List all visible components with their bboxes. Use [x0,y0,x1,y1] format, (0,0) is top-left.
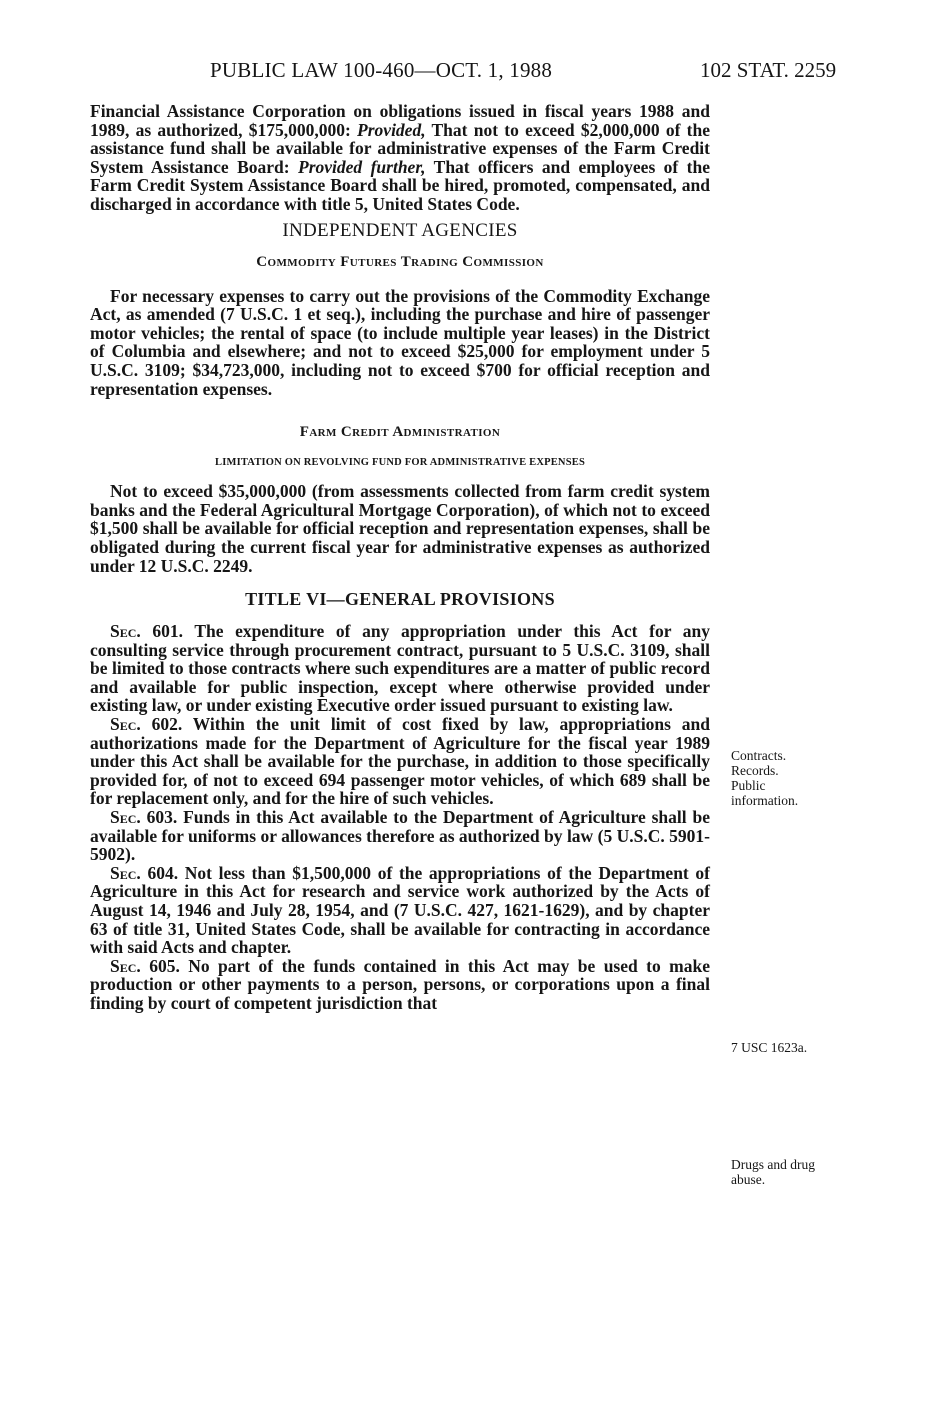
intro-paragraph: Financial Assistance Corporation on obligations issued in fiscal years 1988 and 1989, as authorized, $175,000,000: Provided, That not to exceed $2,000,000 of the assistance fund shall be available for administrative expenses of the Farm Credit System Assistance Board: Provided further, That officers and employees of the Farm Credit System Assistance Board shall be hired, promoted, compensated, and discharged in accordance with title 5, United States Code. [90,101,711,214]
cftc-heading: Commodity Futures Trading Commission [256,253,544,270]
section-601: Sec. 601. The expenditure of any appropriation under this Act for any consulting service through procurement contract, pursuant to 5 U.S.C. 3109, shall be limited to those contracts where such expenditures are a matter of public record and available for public inspection, except where otherwise provided under existing law, or under existing Executive order issued pursuant to existing law. [90,621,711,716]
stat-page-number: 102 STAT. 2259 [700,58,837,82]
margin-note-drugs: Drugs and drug abuse. [731,1157,815,1187]
section-605: Sec. 605. No part of the funds contained in this Act may be used to make production or other payments to a person, persons, or corporations upon a final finding by court of competent jurisdiction that [90,955,710,1013]
fca-subheading: LIMITATION ON REVOLVING FUND FOR ADMINISTRATIVE EXPENSES [215,457,585,469]
margin-note-contracts: Contracts. Records. Public information. [731,748,799,808]
section-603: Sec. 603. Funds in this Act available to the Department of Agriculture shall be available for uniforms or allowances therefore as authorized by law (5 U.S.C. 5901-5902). [90,807,710,865]
title-vi-heading: TITLE VI—GENERAL PROVISIONS [245,589,555,610]
fca-paragraph: Not to exceed $35,000,000 (from assessments collected from farm credit system banks and the Federal Agricultural Mortgage Corporation), of which not to exceed $1,500 shall be available for official reception and representation expenses, shall be obligated during the current fiscal year for administrative expenses as authorized under 12 U.S.C. 2249. [90,481,710,576]
fca-heading: Farm Credit Administration [299,424,501,441]
independent-agencies-heading: INDEPENDENT AGENCIES [282,219,518,241]
section-602: Sec. 602. Within the unit limit of cost fixed by law, appropriations and authorizations made for the Department of Agriculture for the fiscal year 1989 under this Act shall be available for the purchase, in addition to those specifically provided for, of not to exceed 694 passenger motor vehicles, of which 689 shall be for replacement only, and for the hire of such vehicles. [90,714,710,809]
cftc-paragraph: For necessary expenses to carry out the provisions of the Commodity Exchange Act, as amended (7 U.S.C. 1 et seq.), including the purchase and hire of passenger motor vehicles; the rental of space (to include multiple year leases) in the District of Columbia and elsewhere; and not to exceed $25,000 for employment under 5 U.S.C. 3109; $34,723,000, including not to exceed $700 for official reception and representation expenses. [90,285,710,399]
section-604: Sec. 604. Not less than $1,500,000 of the appropriations of the Department of Agriculture in this Act for research and service work authorized by the Acts of August 14, 1946 and July 28, 1954, and (7 U.S.C. 427, 1621-1629), and by chapter 63 of title 31, United States Code, shall be available for contracting in accordance with said Acts and chapter. [90,862,711,958]
running-head: PUBLIC LAW 100-460—OCT. 1, 1988 [210,58,553,82]
main-text-column [90,102,710,1013]
margin-note-usc: 7 USC 1623a. [731,1040,808,1055]
